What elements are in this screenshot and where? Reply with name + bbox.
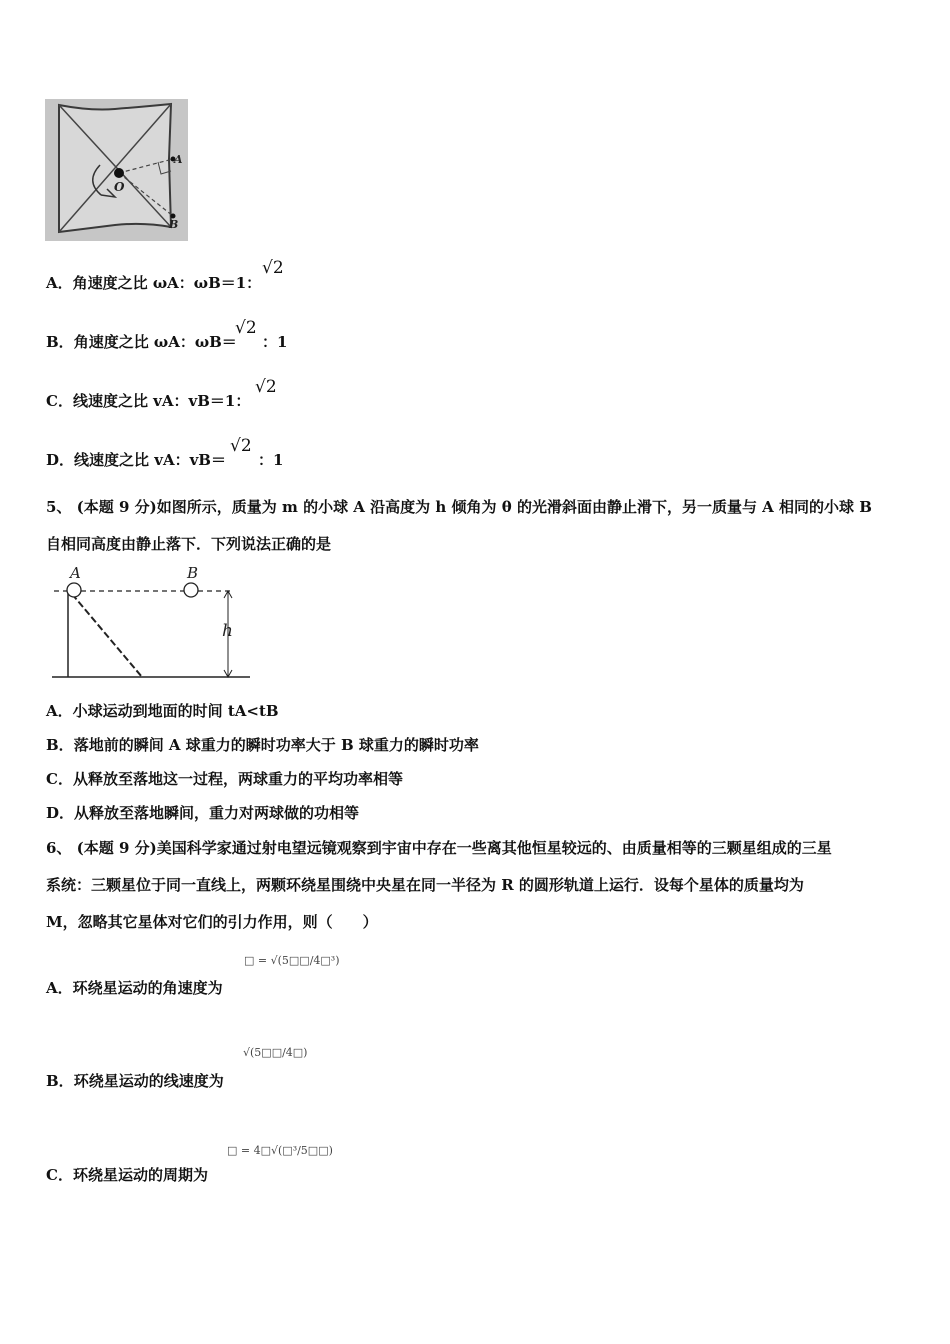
question-score: (本题 9 分) bbox=[76, 839, 157, 857]
label-b: B bbox=[187, 564, 199, 582]
q4-option-c bbox=[46, 391, 250, 411]
q6-option-b bbox=[46, 1071, 224, 1091]
option-letter: D． bbox=[46, 804, 75, 822]
label-a: A bbox=[70, 564, 81, 582]
option-letter: B． bbox=[46, 1072, 74, 1090]
q5-option-a bbox=[46, 701, 279, 721]
label-a: A bbox=[174, 153, 183, 166]
option-text: 角速度之比 ωA：ωB＝ bbox=[73, 333, 237, 351]
question-text: 如图所示，质量为 m 的小球 A 沿高度为 h 倾角为 θ 的光滑斜面由静止滑下，另一质量与 A 相同的小球 B bbox=[156, 498, 872, 516]
question-text: 美国科学家通过射电望远镜观察到宇宙中存在一些离其他恒星较远的、由质量相等的三颗星组成的三星 bbox=[156, 839, 832, 857]
sqrt2-formula: √2 bbox=[235, 318, 257, 338]
option-letter: A． bbox=[46, 274, 73, 292]
q5-stem-line2: 自相同高度由静止落下．下列说法正确的是 bbox=[46, 535, 332, 553]
option-text: 线速度之比 vA：vB＝1： bbox=[72, 392, 251, 410]
option-text: 线速度之比 vA：vB＝ bbox=[74, 451, 226, 469]
q5-option-b bbox=[46, 735, 479, 755]
question-number: 5、 bbox=[46, 498, 72, 516]
option-letter: D． bbox=[46, 451, 75, 469]
label-b: B bbox=[169, 218, 179, 231]
formula-period: □ = 4□√(□³/5□□) bbox=[227, 1144, 333, 1157]
figure-incline bbox=[50, 564, 255, 682]
option-letter: C． bbox=[46, 1166, 73, 1184]
q5-option-c bbox=[46, 769, 403, 789]
option-text: 环绕星运动的周期为 bbox=[72, 1166, 208, 1184]
sqrt2-formula: √2 bbox=[255, 377, 277, 397]
q5-stem-line1 bbox=[46, 497, 872, 517]
option-text: 小球运动到地面的时间 tA<tB bbox=[72, 702, 279, 720]
question-number: 6、 bbox=[46, 839, 72, 857]
q4-option-b bbox=[46, 332, 237, 352]
option-text: 环绕星运动的角速度为 bbox=[72, 979, 223, 997]
sqrt2-formula: √2 bbox=[262, 258, 284, 278]
q6-stem-line1 bbox=[46, 838, 832, 858]
option-text: 角速度之比 ωA：ωB＝1： bbox=[72, 274, 262, 292]
option-letter: B． bbox=[46, 333, 74, 351]
q6-option-a bbox=[46, 978, 223, 998]
question-score: (本题 9 分) bbox=[76, 498, 157, 516]
label-h: h bbox=[222, 621, 233, 641]
q6-stem-line2: 系统：三颗星位于同一直线上，两颗环绕星围绕中央星在同一半径为 R 的圆形轨道上运行．设每个星体的质量均为 bbox=[46, 876, 804, 894]
option-letter: A． bbox=[46, 702, 73, 720]
formula-angular-velocity: □ = √(5□□/4□³) bbox=[244, 954, 340, 967]
option-text: 从释放至落地瞬间，重力对两球做的功相等 bbox=[74, 804, 360, 822]
label-o: O bbox=[114, 180, 125, 194]
formula-linear-velocity: √(5□□/4□) bbox=[243, 1046, 308, 1059]
option-text: 环绕星运动的线速度为 bbox=[73, 1072, 224, 1090]
option-letter: C． bbox=[46, 770, 73, 788]
plate-diagram bbox=[45, 99, 188, 241]
option-letter: C． bbox=[46, 392, 73, 410]
incline-diagram bbox=[50, 564, 255, 682]
option-tail: ：1 bbox=[258, 451, 284, 469]
figure-rotating-plate bbox=[45, 99, 188, 241]
q4-option-d bbox=[46, 450, 226, 470]
option-tail: ：1 bbox=[262, 333, 288, 351]
q4-option-a bbox=[46, 273, 261, 293]
option-letter: A． bbox=[46, 979, 73, 997]
q6-option-c bbox=[46, 1165, 208, 1185]
sqrt2-formula: √2 bbox=[230, 436, 252, 456]
option-text: 落地前的瞬间 A 球重力的瞬时功率大于 B 球重力的瞬时功率 bbox=[73, 736, 479, 754]
option-letter: B． bbox=[46, 736, 74, 754]
q5-option-d bbox=[46, 803, 359, 823]
option-text: 从释放至落地这一过程，两球重力的平均功率相等 bbox=[72, 770, 403, 788]
q6-stem-line3: M，忽略其它星体对它们的引力作用，则（ ） bbox=[46, 913, 378, 931]
